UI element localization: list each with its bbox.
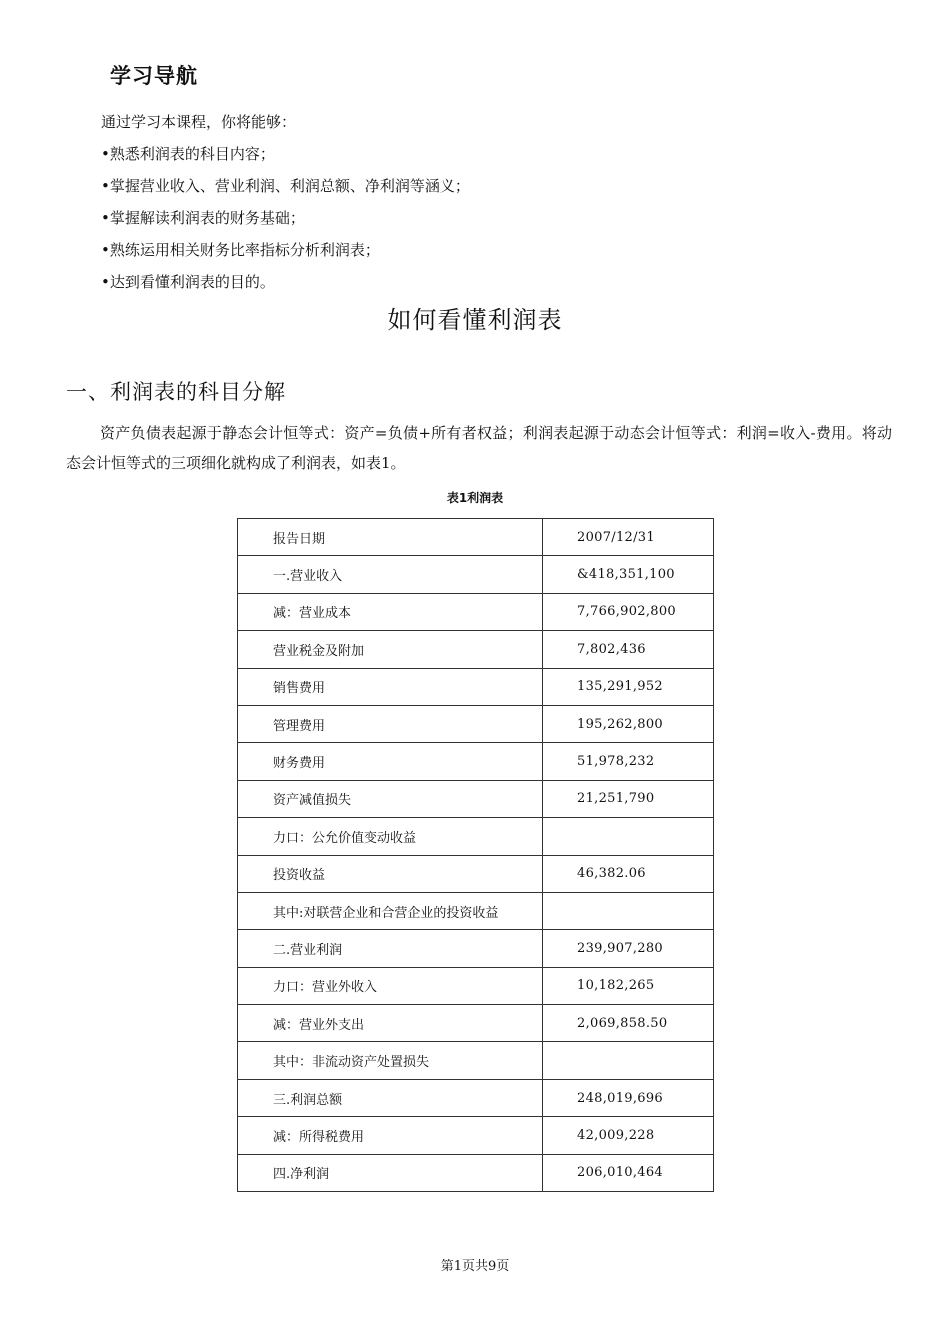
income-statement-table [237, 518, 714, 1192]
row-value: 51,978,232 [543, 743, 714, 780]
row-item: 一.营业收入 [238, 556, 543, 593]
table-row [238, 631, 714, 668]
row-item: 四.净利润 [238, 1154, 543, 1191]
table-row [238, 593, 714, 630]
row-item: 其中:对联营企业和合营企业的投资收益 [238, 892, 543, 929]
row-value: 7,802,436 [543, 631, 714, 668]
row-item: 管理费用 [238, 705, 543, 742]
table-caption: 表1利润表 [446, 491, 504, 505]
row-value [543, 1042, 714, 1079]
page-title: 如何看懂利润表 [387, 306, 563, 334]
row-value: 42,009,228 [543, 1117, 714, 1154]
row-value: 7,766,902,800 [543, 593, 714, 630]
row-item: 资产减值损失 [238, 780, 543, 817]
row-value [543, 892, 714, 929]
intro-block [101, 108, 470, 300]
row-item: 力口：营业外收入 [238, 967, 543, 1004]
row-value: 46,382.06 [543, 855, 714, 892]
row-value: 10,182,265 [543, 967, 714, 1004]
row-item: 三.利润总额 [238, 1079, 543, 1116]
table-row [238, 1117, 714, 1154]
table-row [238, 1154, 714, 1191]
row-item: 报告日期 [238, 519, 543, 556]
intro-bullet: •掌握营业收入、营业利润、利润总额、净利润等涵义； [101, 177, 470, 195]
table-row [238, 705, 714, 742]
body-paragraph: 资产负债表起源于静态会计恒等式：资产=负债+所有者权益；利润表起源于动态会计恒等式：利润=收入-费用。将动态会计恒等式的三项细化就构成了利润表，如表1。 [66, 424, 892, 472]
table-row [238, 1079, 714, 1116]
table-row [238, 855, 714, 892]
table-row [238, 892, 714, 929]
row-value: 135,291,952 [543, 668, 714, 705]
row-item: 营业税金及附加 [238, 631, 543, 668]
table-row [238, 930, 714, 967]
row-value: &418,351,100 [543, 556, 714, 593]
section-heading: 一、利润表的科目分解 [66, 380, 286, 404]
intro-lead: 通过学习本课程，你将能够： [101, 113, 297, 131]
intro-bullet: •熟悉利润表的科目内容； [101, 145, 275, 163]
row-value: 239,907,280 [543, 930, 714, 967]
row-item: 销售费用 [238, 668, 543, 705]
table-row [238, 743, 714, 780]
row-value: 21,251,790 [543, 780, 714, 817]
table-row [238, 556, 714, 593]
intro-bullet: •熟练运用相关财务比率指标分析利润表； [101, 241, 380, 259]
row-value: 248,019,696 [543, 1079, 714, 1116]
row-item: 减：所得税费用 [238, 1117, 543, 1154]
row-item: 投资收益 [238, 855, 543, 892]
intro-bullet: •达到看懂利润表的目的。 [101, 273, 275, 291]
table-row [238, 1042, 714, 1079]
table-row [238, 967, 714, 1004]
row-item: 减：营业成本 [238, 593, 543, 630]
row-value [543, 818, 714, 855]
row-item: 减：营业外支出 [238, 1005, 543, 1042]
row-item: 力口：公允价值变动收益 [238, 818, 543, 855]
row-value: 2,069,858.50 [543, 1005, 714, 1042]
row-item: 其中：非流动资产处置损失 [238, 1042, 543, 1079]
page-footer: 第1页共9页 [440, 1259, 510, 1274]
row-item: 二.营业利润 [238, 930, 543, 967]
row-value: 206,010,464 [543, 1154, 714, 1191]
intro-bullet: •掌握解读利润表的财务基础； [101, 209, 305, 227]
row-value: 2007/12/31 [543, 519, 714, 556]
table-row [238, 780, 714, 817]
table-row [238, 1005, 714, 1042]
table-row [238, 818, 714, 855]
row-item: 财务费用 [238, 743, 543, 780]
table-row [238, 668, 714, 705]
nav-heading: 学习导航 [110, 64, 198, 88]
table-row [238, 519, 714, 556]
row-value: 195,262,800 [543, 705, 714, 742]
